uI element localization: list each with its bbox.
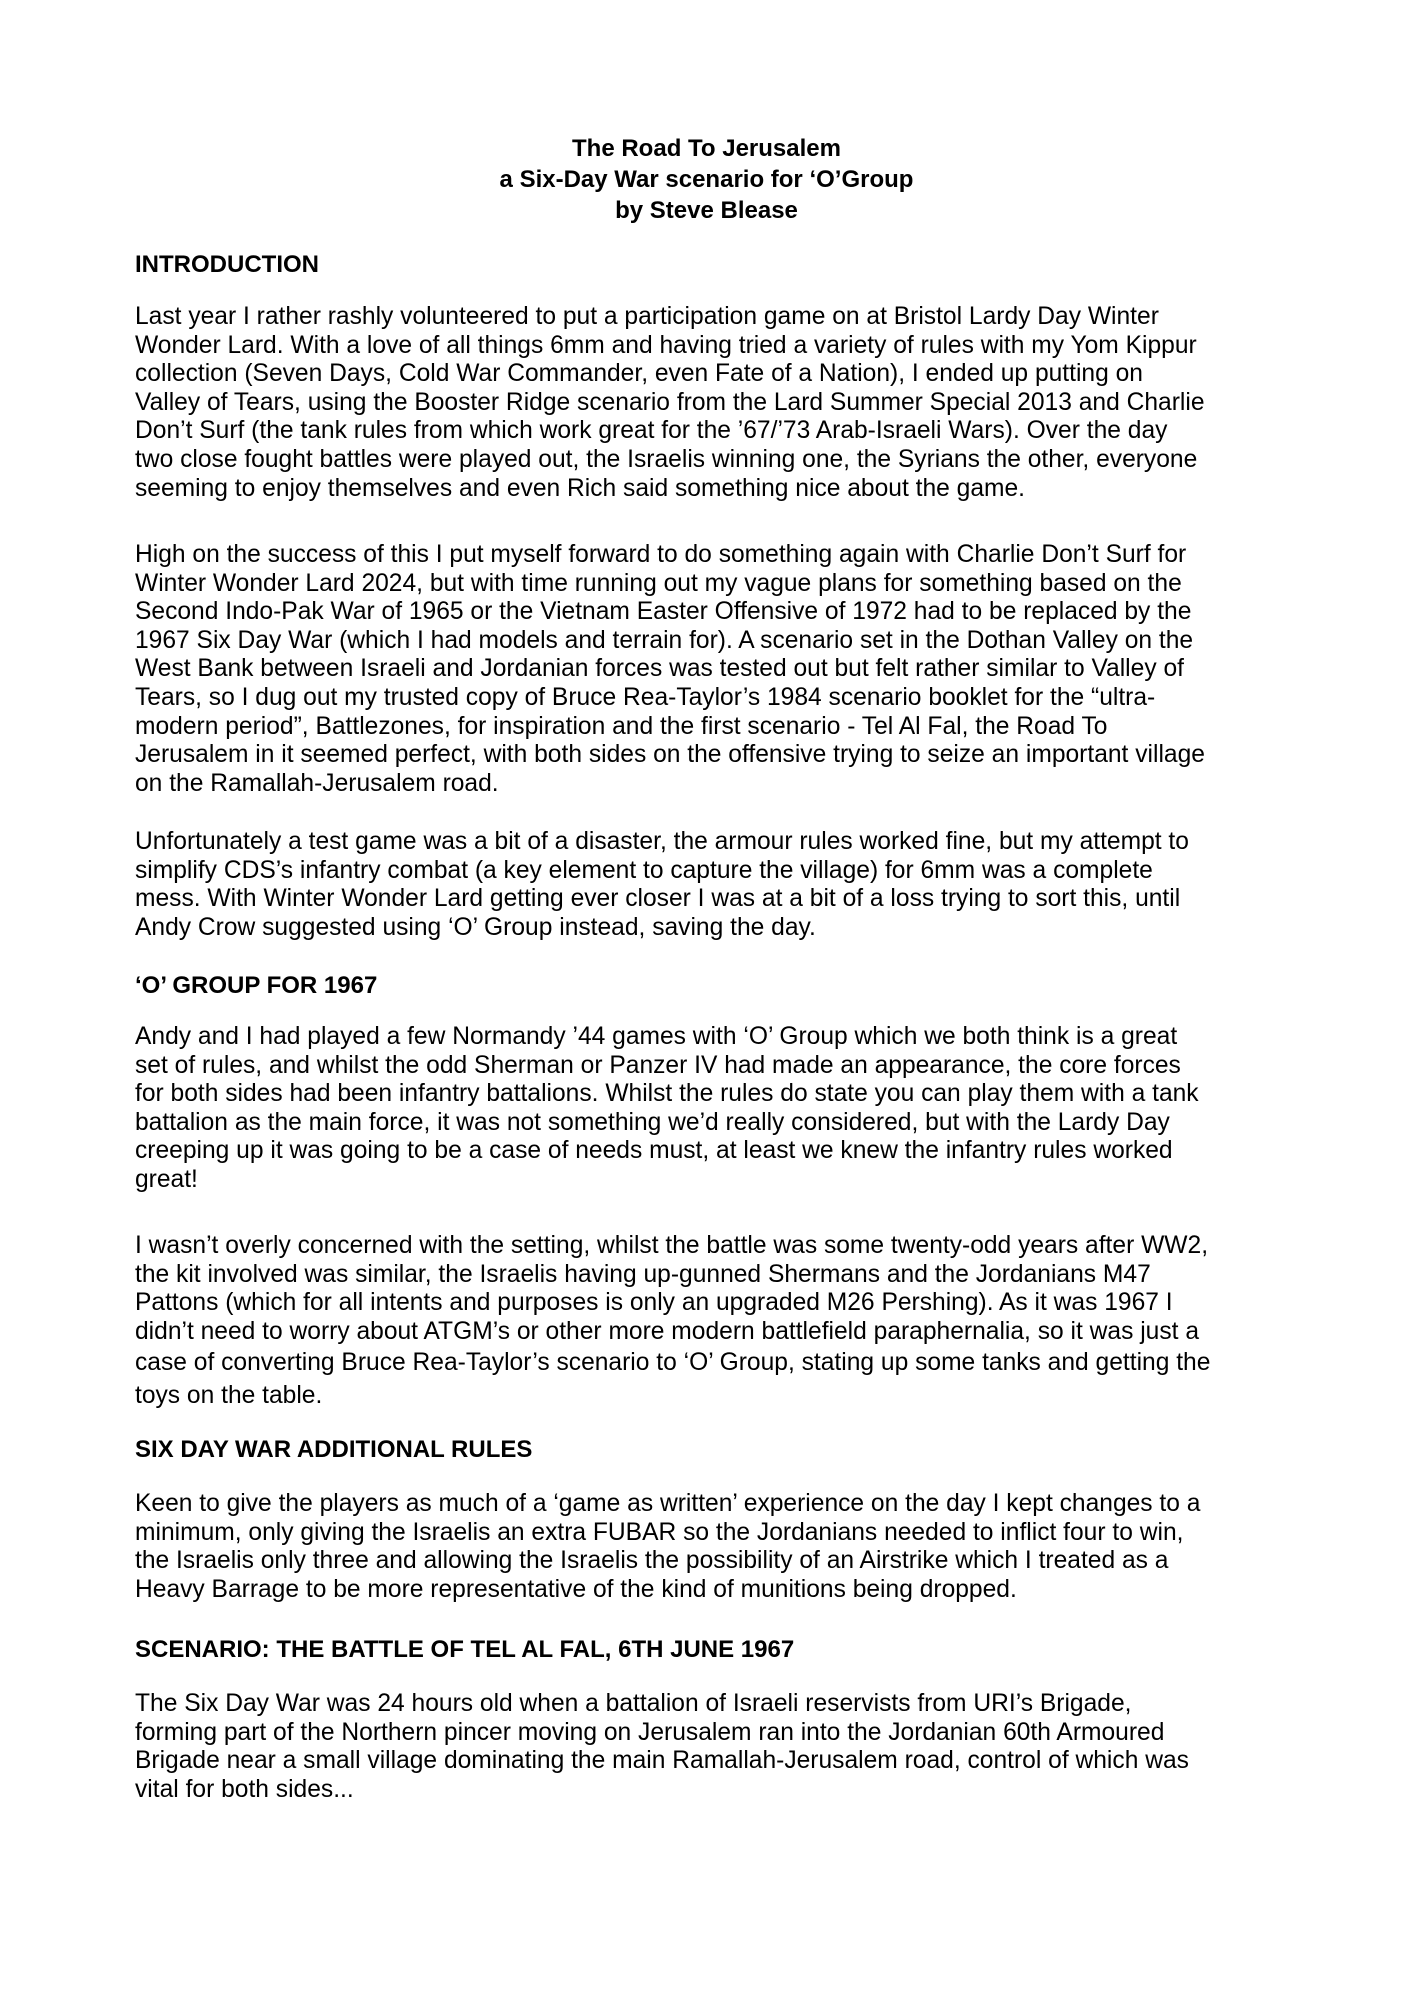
paragraph-line: Wonder Lard. With a love of all things 6mm and having tried a variety of rules with my Yom Kippur — [135, 331, 1197, 359]
paragraph-line: Heavy Barrage to be more representative of the kind of munitions being dropped. — [135, 1575, 1017, 1603]
paragraph-line: Don’t Surf (the tank rules from which work great for the ’67/’73 Arab-Israeli Wars). Over the day — [135, 417, 1168, 445]
paragraph-line: on the Ramallah-Jerusalem road. — [135, 769, 499, 797]
paragraph-line: Brigade near a small village dominating the main Ramallah-Jerusalem road, control of which was — [135, 1747, 1189, 1775]
paragraph-line: two close fought battles were played out, the Israelis winning one, the Syrians the other, everyone — [135, 445, 1198, 473]
paragraph-line: seeming to enjoy themselves and even Rich said something nice about the game. — [135, 474, 1025, 502]
paragraph-line: The Six Day War was 24 hours old when a battalion of Israeli reservists from URI’s Brigade, — [135, 1690, 1132, 1717]
paragraph-intro-1 — [135, 303, 1295, 503]
paragraph-line: didn’t need to worry about ATGM’s or other more modern battlefield paraphernalia, so it was just a — [135, 1317, 1200, 1345]
paragraph-ogroup-2 — [135, 1232, 1295, 1412]
paragraph-line: Valley of Tears, using the Booster Ridge scenario from the Lard Summer Special 2013 and Charlie — [135, 388, 1205, 416]
paragraph-line: 1967 Six Day War (which I had models and terrain for). A scenario set in the Dothan Valley on the — [135, 626, 1194, 654]
paragraph-line: I wasn’t overly concerned with the setting, whilst the battle was some twenty-odd years after WW2, — [135, 1232, 1209, 1259]
paragraph-line: Andy and I had played a few Normandy ’44 games with ‘O’ Group which we both think is a great — [135, 1023, 1178, 1050]
paragraph-line: minimum, only giving the Israelis an extra FUBAR so the Jordanians needed to inflict four to win, — [135, 1518, 1184, 1546]
paragraph-line: set of rules, and whilst the odd Sherman or Panzer IV had made an appearance, the core forces — [135, 1051, 1181, 1079]
paragraph-line: Keen to give the players as much of a ‘game as written’ experience on the day I kept changes to a — [135, 1490, 1201, 1517]
paragraph-line: simplify CDS’s infantry combat (a key element to capture the village) for 6mm was a complete — [135, 856, 1153, 884]
paragraph-line: the kit involved was similar, the Israelis having up-gunned Shermans and the Jordanians M47 — [135, 1260, 1151, 1288]
paragraph-line: forming part of the Northern pincer moving on Jerusalem ran into the Jordanian 60th Armoured — [135, 1718, 1165, 1746]
paragraph-line: battalion as the main force, it was not something we’d really considered, but with the Lardy Day — [135, 1108, 1170, 1136]
section-heading-additional-rules: SIX DAY WAR ADDITIONAL RULES — [135, 1436, 533, 1463]
section-heading-scenario: SCENARIO: THE BATTLE OF TEL AL FAL, 6TH JUNE 1967 — [135, 1636, 795, 1663]
paragraph-line: Second Indo-Pak War of 1965 or the Vietnam Easter Offensive of 1972 had to be replaced by the — [135, 598, 1192, 626]
document-title-block — [0, 133, 1413, 226]
paragraph-line: Pattons (which for all intents and purposes is only an upgraded M26 Pershing). As it was 1967 I — [135, 1289, 1173, 1317]
paragraph-line: vital for both sides... — [135, 1775, 354, 1803]
paragraph-line: Last year I rather rashly volunteered to put a participation game on at Bristol Lardy Day Winter — [135, 303, 1159, 330]
paragraph-line: Andy Crow suggested using ‘O’ Group instead, saving the day. — [135, 913, 816, 941]
paragraph-line: toys on the table. — [135, 1382, 323, 1410]
paragraph-line: mess. With Winter Wonder Lard getting ever closer I was at a bit of a loss trying to sort this, until — [135, 885, 1181, 913]
paragraph-line: great! — [135, 1165, 198, 1193]
paragraph-intro-3 — [135, 828, 1295, 942]
paragraph-line: for both sides had been infantry battalions. Whilst the rules do state you can play them with a tank — [135, 1080, 1199, 1108]
section-heading-introduction: INTRODUCTION — [135, 251, 319, 278]
paragraph-line: collection (Seven Days, Cold War Commander, even Fate of a Nation), I ended up putting on — [135, 360, 1143, 388]
paragraph-line: case of converting Bruce Rea-Taylor’s scenario to ‘O’ Group, stating up some tanks and getting the — [135, 1349, 1211, 1377]
document-author: by Steve Blease — [615, 197, 798, 224]
paragraph-ogroup-1 — [135, 1023, 1295, 1195]
paragraph-line: Unfortunately a test game was a bit of a disaster, the armour rules worked fine, but my attempt to — [135, 828, 1189, 855]
document-subtitle: a Six-Day War scenario for ‘O’Group — [499, 166, 914, 193]
paragraph-line: Tears, so I dug out my trusted copy of Bruce Rea-Taylor’s 1984 scenario booklet for the “ultra- — [135, 683, 1156, 711]
paragraph-line: the Israelis only three and allowing the Israelis the possibility of an Airstrike which I treated as a — [135, 1547, 1169, 1575]
paragraph-intro-2 — [135, 541, 1295, 798]
paragraph-additional-rules — [135, 1490, 1295, 1604]
paragraph-line: creeping up it was going to be a case of needs must, at least we knew the infantry rules worked — [135, 1137, 1173, 1165]
paragraph-line: modern period”, Battlezones, for inspiration and the first scenario - Tel Al Fal, the Road To — [135, 712, 1108, 740]
paragraph-line: West Bank between Israeli and Jordanian forces was tested out but felt rather similar to Valley of — [135, 655, 1184, 683]
paragraph-line: High on the success of this I put myself forward to do something again with Charlie Don’t Surf for — [135, 541, 1187, 568]
paragraph-line: Winter Wonder Lard 2024, but with time running out my vague plans for something based on the — [135, 569, 1182, 597]
paragraph-line: Jerusalem in it seemed perfect, with both sides on the offensive trying to seize an important village — [135, 741, 1205, 769]
section-heading-o-group-1967: ‘O’ GROUP FOR 1967 — [135, 972, 378, 999]
document-title: The Road To Jerusalem — [572, 135, 841, 162]
paragraph-scenario — [135, 1690, 1295, 1804]
